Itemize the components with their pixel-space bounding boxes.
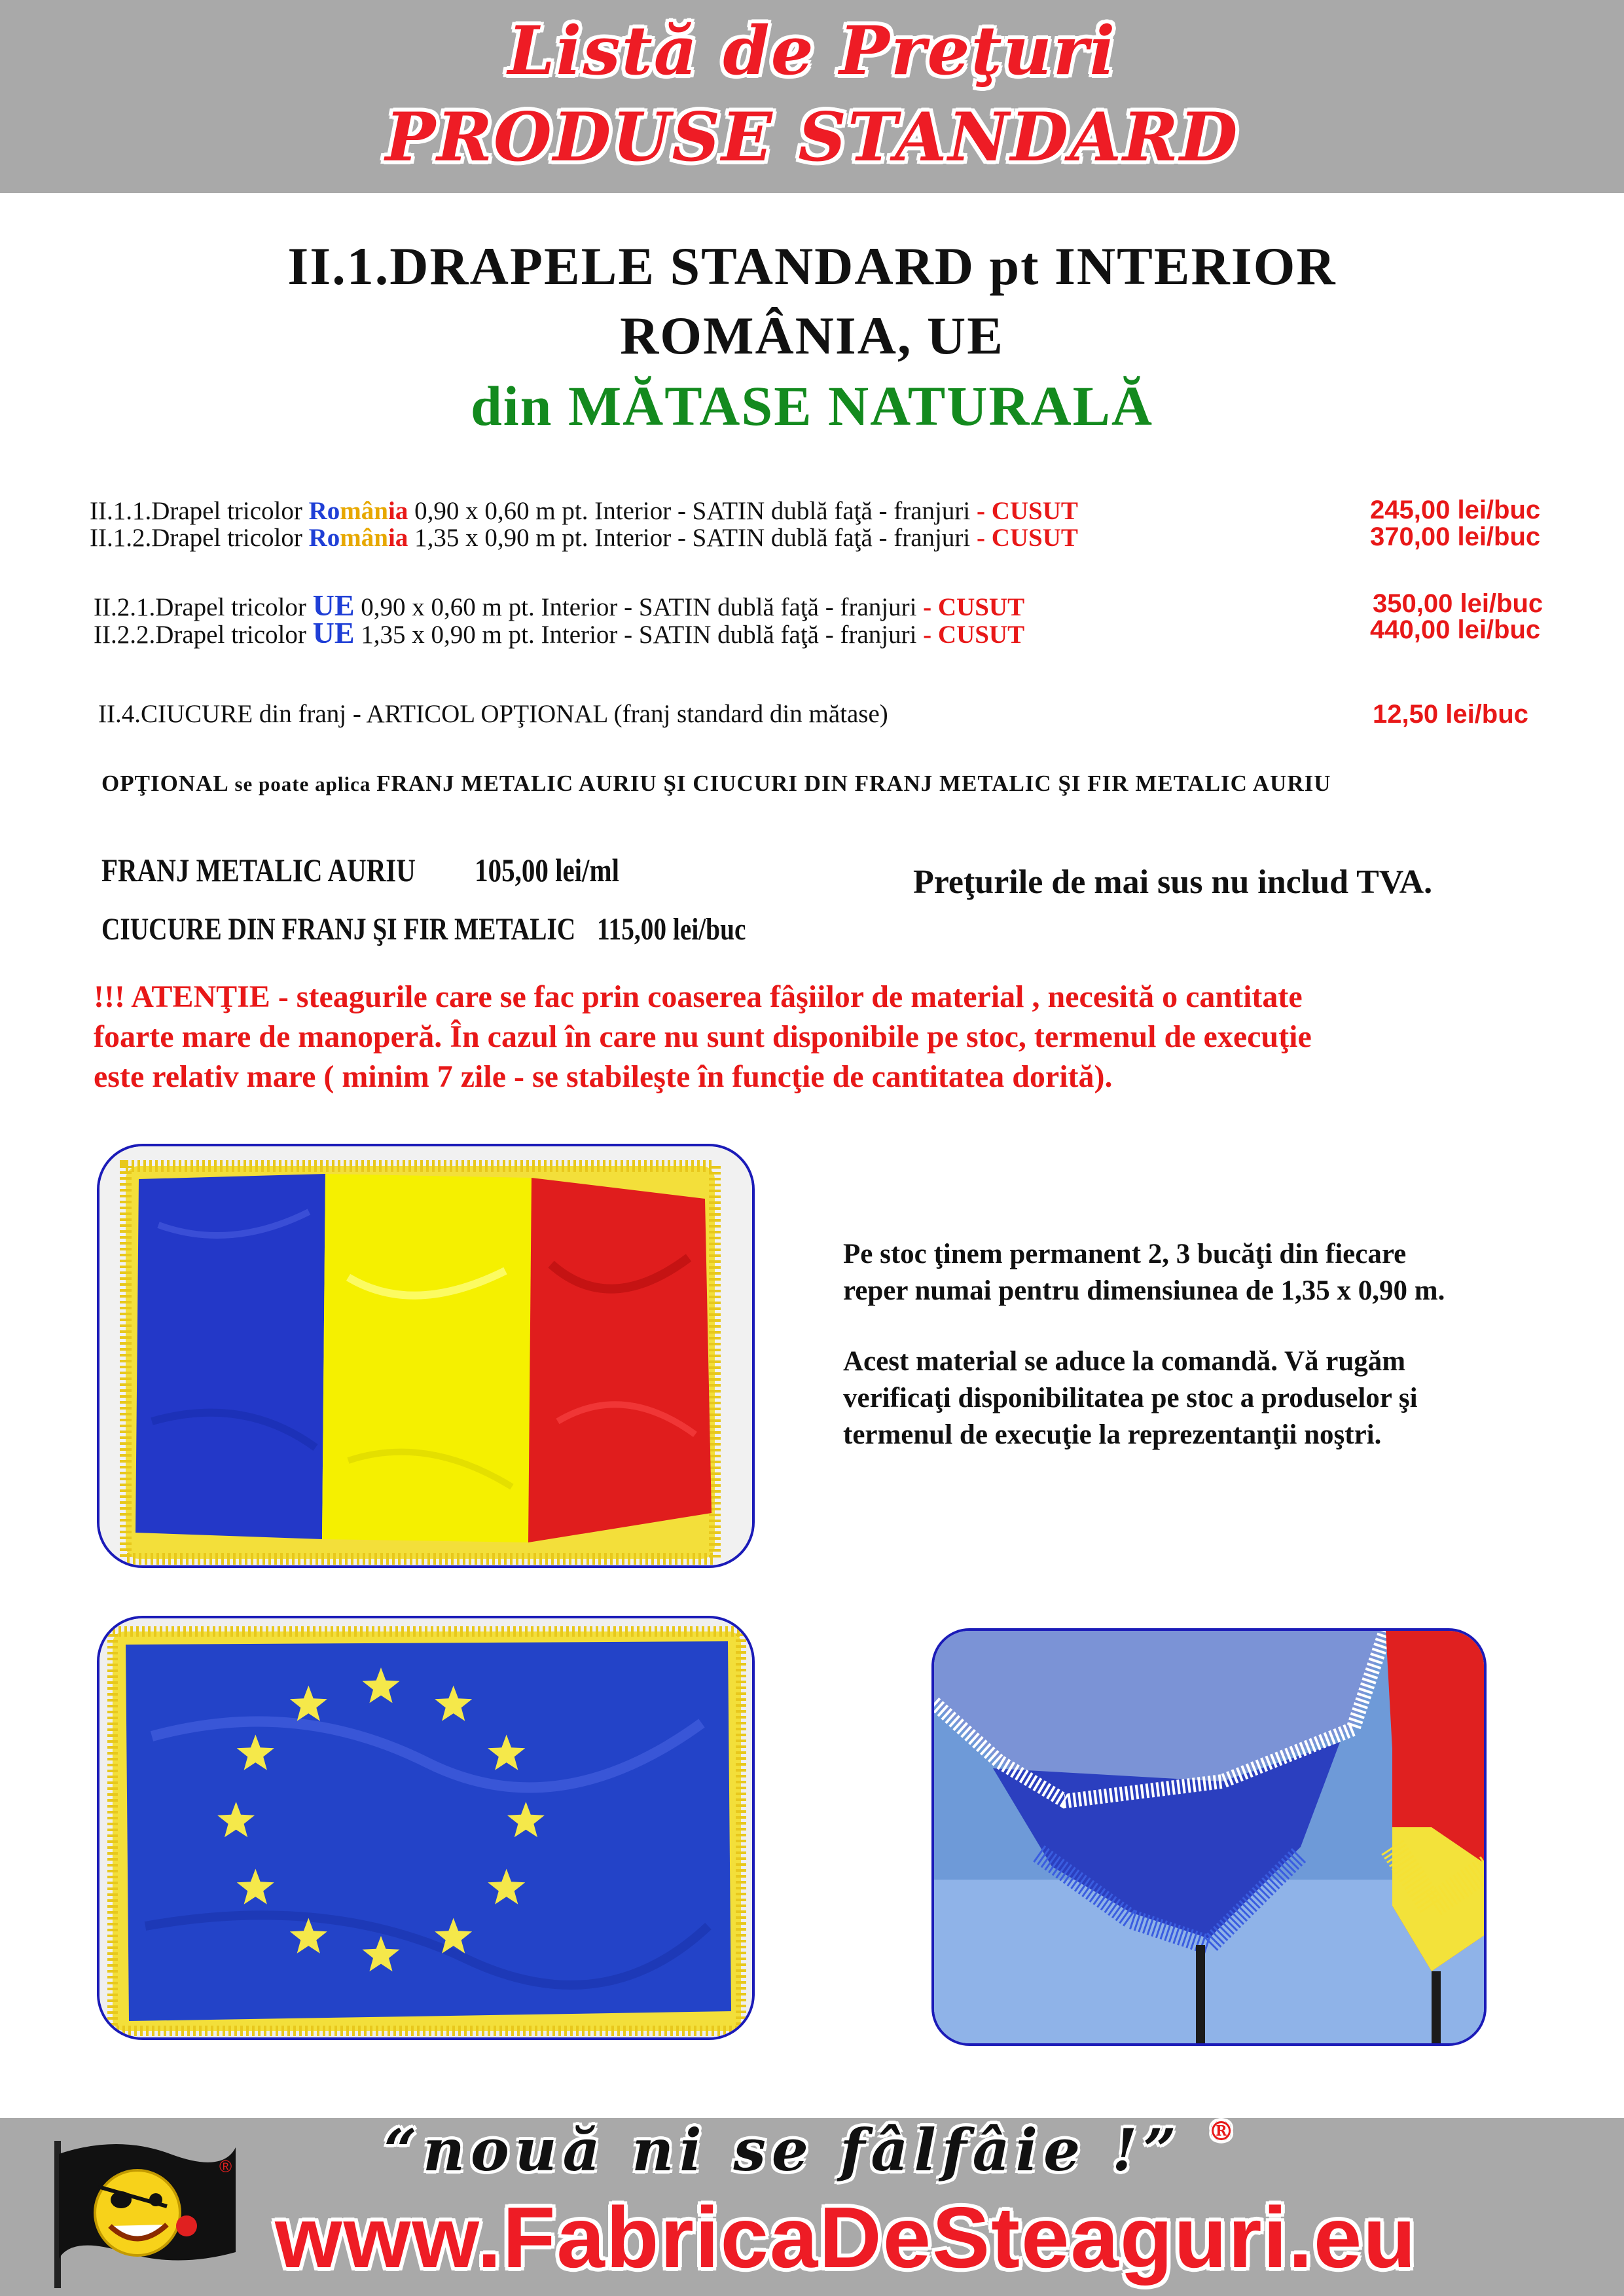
website-link[interactable]: www.FabricaDeSteaguri.eu [275, 2189, 1417, 2286]
warning-line: foarte mare de manoperă. În cazul în care nu sunt disponibile pe stoc, termenul de execuţie [94, 1019, 1312, 1054]
stock-line: reper numai pentru dimensiunea de 1,35 x 0,90 m. [843, 1275, 1445, 1306]
romania-flag-photo [97, 1144, 755, 1568]
section-title-line2: ROMÂNIA, UE [620, 306, 1004, 365]
stock-line: verificaţi disponibilitatea pe stoc a produselor şi [843, 1383, 1418, 1413]
optional-note [101, 771, 1331, 797]
item-country-part: Ro [308, 497, 340, 525]
registered-mark: ® [1208, 2116, 1240, 2147]
item-description: 0,90 x 0,60 m pt. Interior - SATIN dublă faţă - franjuri [408, 497, 977, 525]
page-title: Listă de Preţuri [507, 12, 1117, 90]
stock-line: Acest material se aduce la comandă. Vă rugăm [843, 1346, 1406, 1377]
optional-middle: se poate aplica [228, 773, 377, 795]
svg-text:®: ® [219, 2157, 232, 2176]
item-cusut: - CUSUT [976, 497, 1078, 525]
page-subtitle: PRODUSE STANDARD [385, 98, 1239, 177]
item-code: II.1.2.Drapel tricolor [90, 524, 309, 552]
stock-line: Pe stoc ţinem permanent 2, 3 bucăţi din fiecare [843, 1239, 1407, 1269]
item-description: 0,90 x 0,60 m pt. Interior - SATIN dublă faţă - franjuri [354, 593, 924, 621]
tva-note: Preţurile de mai sus nu includ TVA. [913, 864, 1433, 901]
ciucure-metalic-row [101, 911, 746, 947]
optional-rest: FRANJ METALIC AURIU ŞI CIUCURI DIN FRANJ METALIC ŞI FIR METALIC AURIU [376, 771, 1331, 796]
franj-price: 105,00 lei/ml [475, 852, 620, 888]
price-item-ue-2 [94, 615, 1024, 650]
stock-note-1 [843, 1236, 1583, 1309]
item-country-part: Ro [308, 524, 340, 552]
warning-note [94, 977, 1573, 1097]
item-code: II.2.2.Drapel tricolor [94, 621, 313, 649]
franj-metalic-row [101, 851, 619, 889]
item-code: II.2.1.Drapel tricolor [94, 593, 313, 621]
price-value-ue-2: 440,00 lei/buc [1370, 615, 1541, 644]
price-item-ro-2 [90, 523, 1078, 553]
item-country: UE [312, 589, 355, 622]
item-country-part: ia [388, 524, 408, 552]
price-item-ro-1 [90, 496, 1078, 526]
item-country-part: mân [340, 524, 388, 552]
section-title-line3: din MĂTASE NATURALĂ [470, 374, 1154, 437]
section-title-line1: II.1.DRAPELE STANDARD pt INTERIOR [287, 236, 1337, 296]
price-value-ciucure: 12,50 lei/buc [1373, 700, 1528, 729]
fringe-detail-photo [931, 1628, 1487, 2046]
franj-label: FRANJ METALIC AURIU [101, 852, 416, 888]
eu-flag-photo [97, 1616, 755, 2040]
item-country-part: mân [340, 497, 388, 525]
item-description: 1,35 x 0,90 m pt. Interior - SATIN dublă faţă - franjuri [354, 621, 924, 649]
stock-note-2 [843, 1343, 1583, 1453]
item-code: II.1.1.Drapel tricolor [90, 497, 309, 525]
item-cusut: - CUSUT [923, 621, 1025, 649]
warning-line: este relativ mare ( minim 7 zile - se stabileşte în funcţie de cantitatea dorită). [94, 1059, 1113, 1094]
item-description: 1,35 x 0,90 m pt. Interior - SATIN dublă faţă - franjuri [408, 524, 977, 552]
warning-line: !!! ATENŢIE - steagurile care se fac prin coaserea fâşiilor de material , necesită o cantitate [94, 979, 1303, 1014]
ciucure-label: CIUCURE DIN FRANJ ŞI FIR METALIC [101, 912, 576, 947]
price-item-ciucure: II.4.CIUCURE din franj - ARTICOL OPŢIONAL (franj standard din mătase) [98, 700, 888, 728]
price-value-ro-2: 370,00 lei/buc [1370, 522, 1541, 551]
price-value-ue-1: 350,00 lei/buc [1373, 589, 1543, 618]
item-country-part: ia [388, 497, 408, 525]
item-cusut: - CUSUT [976, 524, 1078, 552]
price-value-ro-1: 245,00 lei/buc [1370, 496, 1541, 524]
item-cusut: - CUSUT [923, 593, 1025, 621]
slogan [0, 2116, 1624, 2184]
stock-line: termenul de execuţie la reprezentanţii noştri. [843, 1419, 1382, 1450]
slogan-text: “nouă ni se fâlfâie !” [384, 2116, 1182, 2184]
ciucure-price: 115,00 lei/buc [597, 912, 746, 947]
optional-lead: OPŢIONAL [101, 771, 229, 796]
item-country: UE [312, 616, 355, 649]
